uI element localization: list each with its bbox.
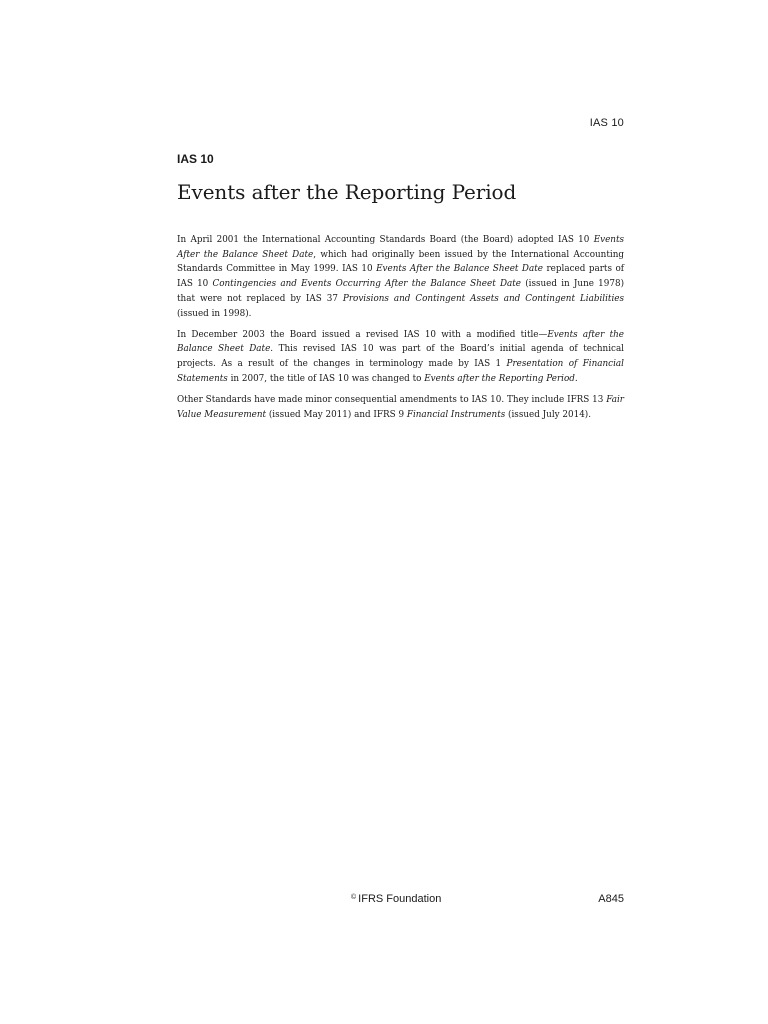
page-title: Events after the Reporting Period bbox=[177, 180, 517, 204]
paragraph-2 bbox=[177, 328, 624, 387]
text-run: . bbox=[574, 373, 578, 384]
introduction-body bbox=[177, 233, 624, 429]
italic-title: Events After the Balance Sheet Date bbox=[376, 264, 543, 275]
text-run: In December 2003 the Board issued a revised IAS 10 with a modified title— bbox=[177, 329, 548, 340]
footer-organization: IFRS Foundation bbox=[358, 893, 442, 905]
standard-label: IAS 10 bbox=[177, 152, 214, 166]
text-run: (issued in June 1978) that were not replaced by IAS 37 bbox=[177, 279, 625, 304]
italic-title: Contingencies and Events Occurring After the Balance Sheet Date bbox=[212, 279, 522, 290]
italic-title: Provisions and Contingent Assets and Contingent Liabilities bbox=[342, 293, 624, 304]
italic-title: Events after the Balance Sheet Date bbox=[177, 329, 624, 355]
italic-title: Presentation of Financial Statements bbox=[177, 359, 624, 384]
italic-title: Fair Value Measurement bbox=[177, 395, 624, 420]
footer-copyright bbox=[351, 893, 441, 905]
text-run: (issued in 1998). bbox=[177, 308, 252, 319]
text-run: , which had originally been issued by the International Accounting Standards Committee in May 1999. IAS 10 bbox=[177, 249, 624, 275]
paragraph-1 bbox=[177, 233, 624, 321]
text-run: . This revised IAS 10 was part of the Board’s initial agenda of technical projects. As a result of the changes in terminology made by IAS 1 bbox=[177, 344, 624, 370]
copyright-symbol: © bbox=[351, 894, 357, 901]
italic-title: Financial Instruments bbox=[406, 409, 506, 420]
text-run: (issued May 2011) and IFRS 9 bbox=[266, 409, 407, 420]
text-run: (issued July 2014). bbox=[505, 409, 592, 420]
text-run: Other Standards have made minor consequential amendments to IAS 10. They include IFRS 13 bbox=[177, 395, 607, 406]
italic-title: Events After the Balance Sheet Date bbox=[177, 235, 624, 260]
text-run: in 2007, the title of IAS 10 was changed to bbox=[227, 373, 425, 384]
page-number: A845 bbox=[598, 893, 624, 905]
running-head: IAS 10 bbox=[589, 117, 624, 129]
paragraph-3 bbox=[177, 393, 624, 422]
text-run: In April 2001 the International Accounting Standards Board (the Board) adopted IAS 10 bbox=[177, 235, 594, 245]
italic-title: Events after the Reporting Period bbox=[424, 373, 575, 384]
text-run: replaced parts of IAS 10 bbox=[177, 264, 625, 290]
